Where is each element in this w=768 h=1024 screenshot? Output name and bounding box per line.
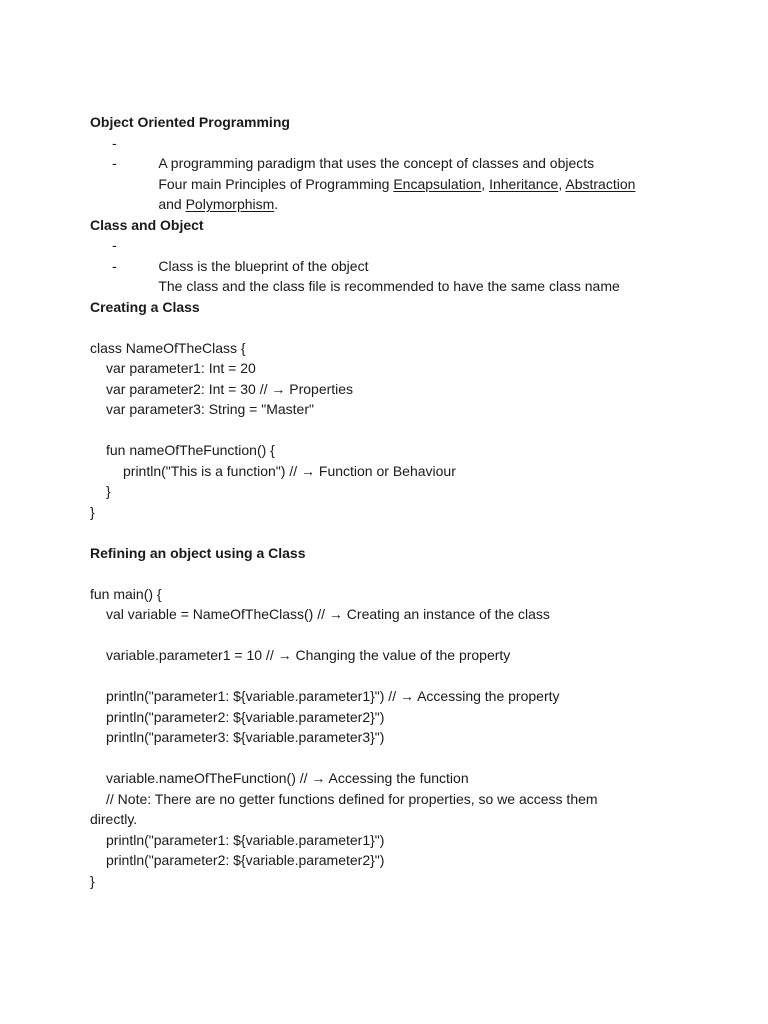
- bullet-text: Four main Principles of Programming: [158, 175, 390, 192]
- link-polymorphism[interactable]: Polymorphism: [185, 196, 275, 212]
- code-line: val variable = NameOfTheClass() // → Creating an instance of the class: [106, 606, 550, 622]
- bullet-text: and: [158, 196, 182, 212]
- link-abstraction[interactable]: Abstraction: [565, 175, 636, 192]
- code-line: class NameOfTheClass {: [90, 339, 246, 356]
- separator: .: [274, 196, 279, 212]
- heading-refining-object: Refining an object using a Class: [90, 544, 306, 561]
- code-line: println("parameter2: ${variable.parameter2}"): [106, 708, 385, 725]
- code-line: println("parameter1: ${variable.parameter1}") // → Accessing the property: [106, 688, 560, 704]
- bullet-dash: -: [112, 257, 117, 274]
- code-line: // Note: There are no getter functions defined for properties, so we access them: [106, 790, 598, 807]
- code-line: println("This is a function") // → Function or Behaviour: [123, 462, 456, 479]
- heading-oop: Object Oriented Programming: [90, 114, 290, 130]
- bullet-text: Class is the blueprint of the object: [158, 257, 369, 274]
- code-line: var parameter1: Int = 20: [106, 360, 256, 376]
- code-line: fun nameOfTheFunction() {: [106, 442, 275, 458]
- code-line: variable.nameOfTheFunction() // → Accessing the function: [106, 770, 469, 786]
- heading-creating-class: Creating a Class: [90, 298, 200, 315]
- code-line: println("parameter3: ${variable.parameter3}"): [106, 729, 385, 745]
- code-line: println("parameter2: ${variable.parameter2}"): [106, 852, 385, 868]
- bullet-dash: -: [112, 155, 117, 171]
- code-line: }: [90, 872, 95, 889]
- list-item: [90, 256, 680, 294]
- link-encapsulation[interactable]: Encapsulation: [393, 175, 482, 192]
- link-inheritance[interactable]: Inheritance: [489, 175, 559, 192]
- bullet-text: The class and the class file is recommended to have the same class name: [158, 278, 620, 294]
- separator: ,: [558, 175, 563, 192]
- list-item: [90, 235, 680, 274]
- code-line: }: [106, 483, 111, 499]
- heading-class-object: Class and Object: [90, 216, 204, 233]
- document-content: [90, 112, 680, 891]
- code-line: directly.: [90, 811, 138, 827]
- bullet-text: A programming paradigm that uses the concept of classes and objects: [158, 155, 595, 171]
- code-line: variable.parameter1 = 10 // → Changing the value of the property: [106, 647, 511, 663]
- list-item: [90, 133, 680, 171]
- code-line: }: [90, 503, 95, 520]
- separator: ,: [481, 175, 486, 192]
- bullet-dash: -: [112, 134, 117, 151]
- code-line: var parameter3: String = "Master": [106, 401, 314, 417]
- list-item: [90, 153, 680, 192]
- code-line: println("parameter1: ${variable.parameter1}"): [106, 831, 385, 848]
- list-item-continuation: [90, 174, 680, 212]
- code-line: var parameter2: Int = 30 // → Properties: [106, 380, 354, 397]
- bullet-dash: -: [112, 237, 117, 253]
- code-line: fun main() {: [90, 585, 162, 602]
